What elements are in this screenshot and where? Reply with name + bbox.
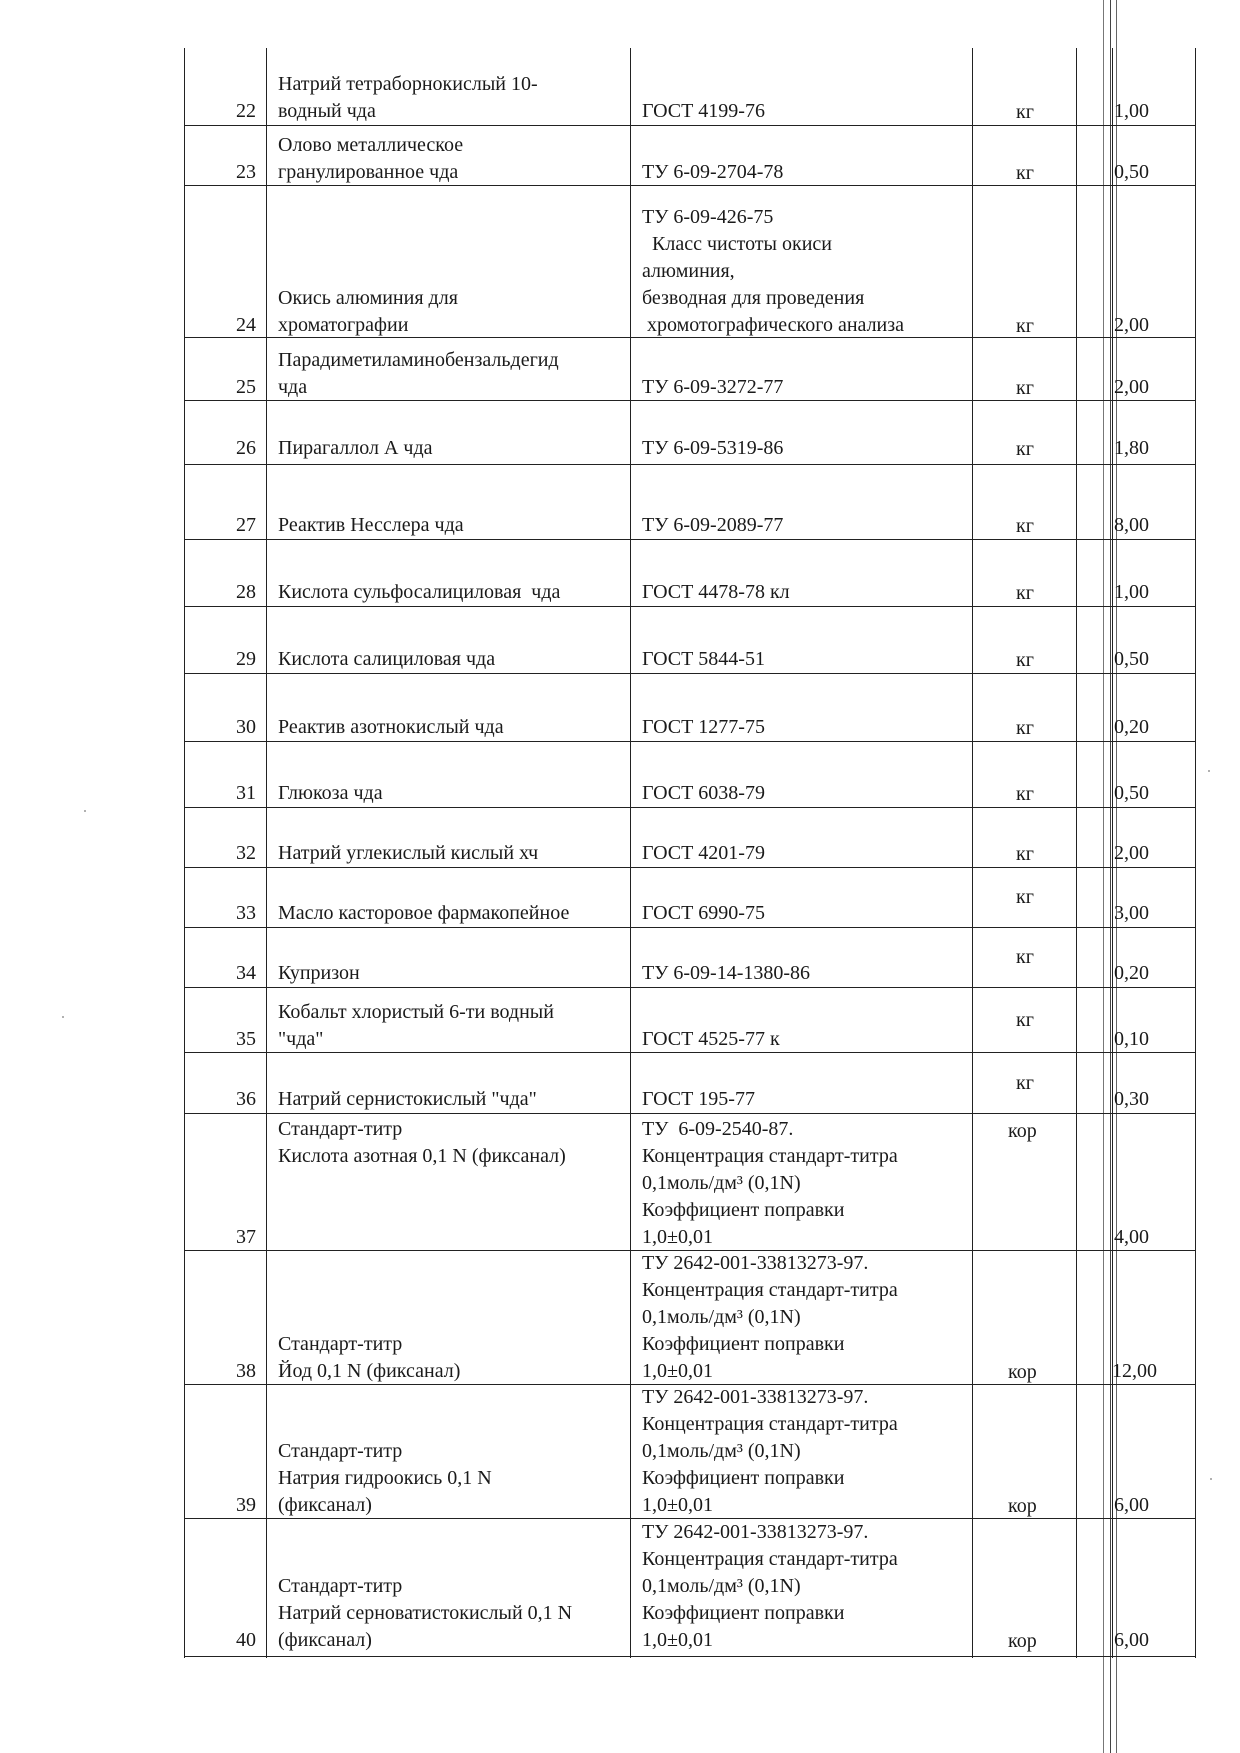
item-unit: кг bbox=[1016, 717, 1034, 739]
row-number: 25 bbox=[236, 376, 256, 398]
item-qty: 4,00 bbox=[1114, 1226, 1149, 1248]
item-unit: кг bbox=[1016, 1009, 1034, 1031]
row-number: 23 bbox=[236, 161, 256, 183]
item-qty: 0,50 bbox=[1114, 648, 1149, 670]
item-unit: кг bbox=[1016, 515, 1034, 537]
column-divider-unit bbox=[972, 48, 973, 1658]
item-name: Реактив азотнокислый чда bbox=[278, 716, 504, 738]
row-number: 34 bbox=[236, 962, 256, 984]
column-divider-qty-left bbox=[1076, 48, 1077, 1658]
scan-speck bbox=[84, 810, 86, 812]
row-number: 38 bbox=[236, 1360, 256, 1382]
item-unit: кг bbox=[1016, 315, 1034, 337]
item-qty: 0,20 bbox=[1114, 962, 1149, 984]
item-name: Пирагаллол А чда bbox=[278, 437, 433, 459]
item-unit: кг bbox=[1016, 783, 1034, 805]
item-name: Кислота сульфосалициловая чда bbox=[278, 581, 561, 603]
column-divider-spec bbox=[630, 48, 631, 1658]
item-qty: 3,00 bbox=[1114, 902, 1149, 924]
item-name: Кислота салициловая чда bbox=[278, 648, 496, 670]
item-name: Стандарт-титр Натрия гидроокись 0,1 N (фиксанал) bbox=[278, 1440, 492, 1516]
row-separator bbox=[184, 125, 1196, 126]
item-qty: 1,00 bbox=[1114, 581, 1149, 603]
item-name: Глюкоза чда bbox=[278, 782, 383, 804]
item-name: Парадиметиламинобензальдегид чда bbox=[278, 349, 559, 398]
row-separator bbox=[184, 987, 1196, 988]
item-unit: кор bbox=[1008, 1361, 1037, 1383]
scan-line bbox=[1110, 0, 1111, 1753]
table-border-left bbox=[184, 48, 185, 1658]
item-spec: ТУ 2642-001-33813273-97. Концентрация стандарт-титра 0,1моль/дм³ (0,1N) Коэффициент поправки 1,0±0,01 bbox=[642, 1386, 898, 1516]
row-separator bbox=[184, 927, 1196, 928]
row-separator bbox=[184, 673, 1196, 674]
column-divider-name bbox=[266, 48, 267, 1658]
item-name: Окись алюминия для хроматографии bbox=[278, 287, 458, 336]
item-qty: 0,50 bbox=[1114, 782, 1149, 804]
row-separator bbox=[184, 741, 1196, 742]
item-name: Кобальт хлористый 6-ти водный "чда" bbox=[278, 1001, 554, 1050]
item-spec: ГОСТ 6038-79 bbox=[642, 782, 765, 804]
item-qty: 6,00 bbox=[1114, 1494, 1149, 1516]
row-number: 27 bbox=[236, 514, 256, 536]
item-qty: 12,00 bbox=[1112, 1360, 1157, 1382]
item-qty: 6,00 bbox=[1114, 1629, 1149, 1651]
item-name: Масло касторовое фармакопейное bbox=[278, 902, 570, 924]
item-name: Натрий сернистокислый "чда" bbox=[278, 1088, 537, 1110]
item-unit: кг bbox=[1016, 1072, 1034, 1094]
item-unit: кг bbox=[1016, 946, 1034, 968]
row-number: 29 bbox=[236, 648, 256, 670]
item-unit: кг bbox=[1016, 886, 1034, 908]
row-number: 39 bbox=[236, 1494, 256, 1516]
scan-speck bbox=[1210, 1478, 1212, 1480]
item-name: Стандарт-титр Натрий серноватистокислый 0,1 N (фиксанал) bbox=[278, 1575, 573, 1651]
item-name: Купризон bbox=[278, 962, 360, 984]
item-spec: ГОСТ 1277-75 bbox=[642, 716, 765, 738]
item-spec: ТУ 6-09-2704-78 bbox=[642, 161, 784, 183]
item-name: Стандарт-титр Йод 0,1 N (фиксанал) bbox=[278, 1333, 461, 1382]
item-spec: ГОСТ 195-77 bbox=[642, 1088, 755, 1110]
scan-speck bbox=[62, 1016, 64, 1018]
row-number: 26 bbox=[236, 437, 256, 459]
item-qty: 0,10 bbox=[1114, 1028, 1149, 1050]
item-spec: ТУ 6-09-2540-87. Концентрация стандарт-титра 0,1моль/дм³ (0,1N) Коэффициент поправки 1,0±0,01 bbox=[642, 1118, 898, 1248]
item-unit: кг bbox=[1016, 438, 1034, 460]
item-unit: кг bbox=[1016, 843, 1034, 865]
row-number: 33 bbox=[236, 902, 256, 924]
item-unit: кор bbox=[1008, 1120, 1037, 1142]
row-separator bbox=[184, 1113, 1196, 1114]
scan-line bbox=[1103, 0, 1104, 1753]
item-spec: ТУ 2642-001-33813273-97. Концентрация стандарт-титра 0,1моль/дм³ (0,1N) Коэффициент поправки 1,0±0,01 bbox=[642, 1521, 898, 1651]
item-qty: 0,20 bbox=[1114, 716, 1149, 738]
item-unit: кг bbox=[1016, 377, 1034, 399]
item-unit: кг bbox=[1016, 101, 1034, 123]
column-divider-qty bbox=[1112, 48, 1113, 1658]
table-border-bottom bbox=[184, 1656, 1196, 1657]
row-separator bbox=[184, 606, 1196, 607]
item-spec: ТУ 6-09-3272-77 bbox=[642, 376, 784, 398]
row-number: 31 bbox=[236, 782, 256, 804]
row-number: 35 bbox=[236, 1028, 256, 1050]
item-qty: 8,00 bbox=[1114, 514, 1149, 536]
row-number: 40 bbox=[236, 1629, 256, 1651]
item-spec: ТУ 2642-001-33813273-97. Концентрация стандарт-титра 0,1моль/дм³ (0,1N) Коэффициент поправки 1,0±0,01 bbox=[642, 1252, 898, 1382]
row-number: 24 bbox=[236, 314, 256, 336]
item-qty: 0,30 bbox=[1114, 1088, 1149, 1110]
item-spec: ГОСТ 4525-77 к bbox=[642, 1028, 780, 1050]
item-name: Олово металлическое гранулированное чда bbox=[278, 134, 464, 183]
item-spec: ТУ 6-09-14-1380-86 bbox=[642, 962, 811, 984]
item-qty: 2,00 bbox=[1114, 376, 1149, 398]
item-spec: ГОСТ 4201-79 bbox=[642, 842, 765, 864]
item-spec: ТУ 6-09-426-75 Класс чистоты окиси алюминия, безводная для проведения хромотографического анализа bbox=[642, 206, 905, 336]
item-qty: 1,80 bbox=[1114, 437, 1149, 459]
row-number: 32 bbox=[236, 842, 256, 864]
item-unit: кг bbox=[1016, 649, 1034, 671]
row-separator bbox=[184, 807, 1196, 808]
item-qty: 1,00 bbox=[1114, 100, 1149, 122]
item-qty: 2,00 bbox=[1114, 842, 1149, 864]
table-border-right bbox=[1195, 48, 1196, 1658]
row-number: 30 bbox=[236, 716, 256, 738]
item-unit: кг bbox=[1016, 162, 1034, 184]
item-unit: кг bbox=[1016, 582, 1034, 604]
item-spec: ТУ 6-09-2089-77 bbox=[642, 514, 784, 536]
item-name: Реактив Несслера чда bbox=[278, 514, 464, 536]
row-number: 28 bbox=[236, 581, 256, 603]
item-qty: 2,00 bbox=[1114, 314, 1149, 336]
row-separator bbox=[184, 867, 1196, 868]
row-separator bbox=[184, 464, 1196, 465]
item-spec: ГОСТ 5844-51 bbox=[642, 648, 765, 670]
row-separator bbox=[184, 539, 1196, 540]
item-name: Натрий тетраборнокислый 10- водный чда bbox=[278, 73, 538, 122]
row-number: 22 bbox=[236, 100, 256, 122]
item-spec: ТУ 6-09-5319-86 bbox=[642, 437, 784, 459]
scan-speck bbox=[1208, 770, 1210, 772]
item-name: Стандарт-титр Кислота азотная 0,1 N (фиксанал) bbox=[278, 1118, 566, 1167]
item-unit: кор bbox=[1008, 1495, 1037, 1517]
row-number: 37 bbox=[236, 1226, 256, 1248]
scan-line bbox=[1116, 0, 1117, 1753]
item-name: Натрий углекислый кислый хч bbox=[278, 842, 539, 864]
item-spec: ГОСТ 6990-75 bbox=[642, 902, 765, 924]
item-spec: ГОСТ 4199-76 bbox=[642, 100, 765, 122]
item-spec: ГОСТ 4478-78 кл bbox=[642, 581, 790, 603]
row-number: 36 bbox=[236, 1088, 256, 1110]
item-qty: 0,50 bbox=[1114, 161, 1149, 183]
item-unit: кор bbox=[1008, 1630, 1037, 1652]
